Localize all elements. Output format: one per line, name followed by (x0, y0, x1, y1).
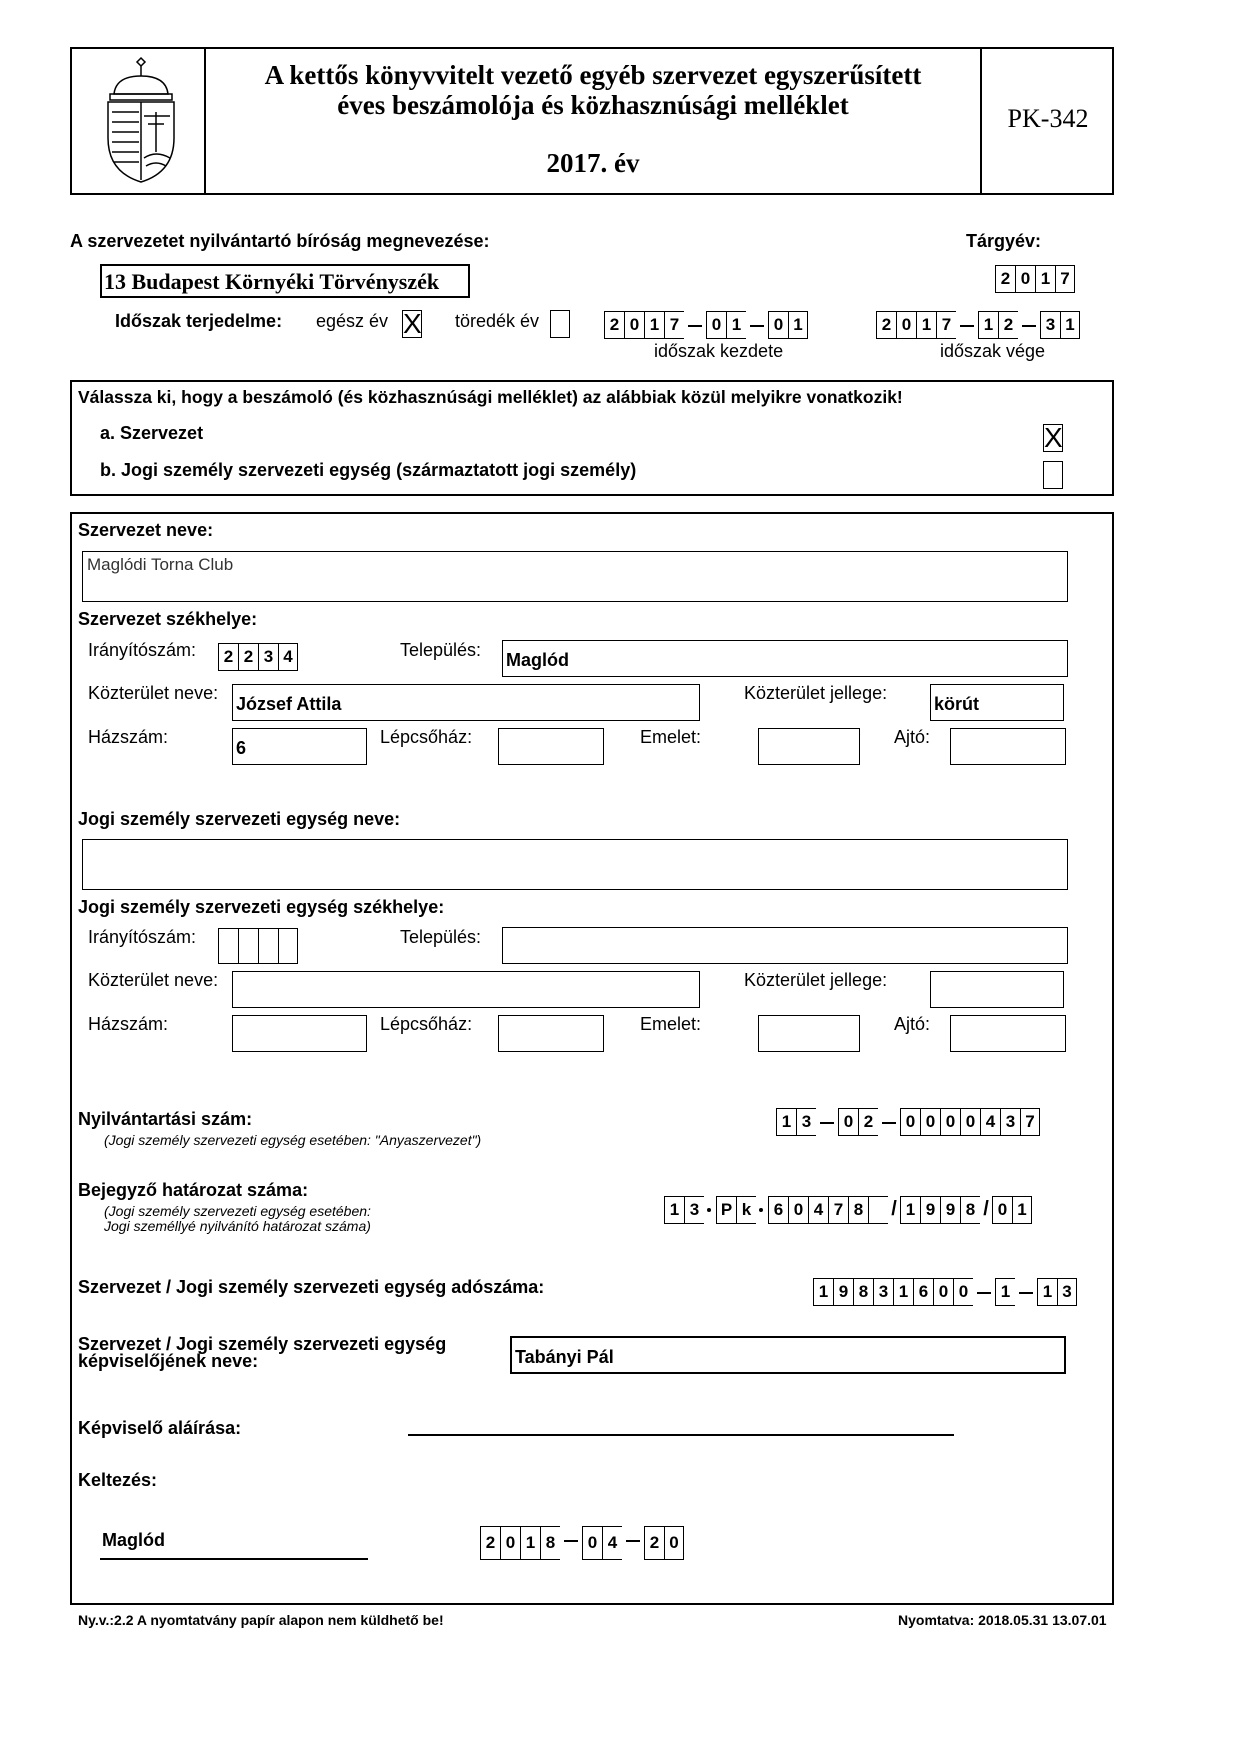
digit-cell: 8 (848, 1196, 868, 1224)
footer-right: Nyomtatva: 2018.05.31 13.07.01 (898, 1612, 1107, 1628)
digit-cell: P (716, 1196, 736, 1224)
digit-cell: 1 (1060, 311, 1080, 339)
digit-cell: 8 (853, 1278, 873, 1306)
digit-cell: 0 (992, 1196, 1012, 1224)
decision-separator (704, 1196, 716, 1224)
digit-cell: 8 (960, 1196, 980, 1224)
signature-label: Képviselő aláírása: (78, 1418, 242, 1438)
unit-city-field[interactable] (502, 927, 1068, 964)
org-house-value: 6 (236, 738, 247, 758)
digit-cell: 0 (500, 1526, 520, 1560)
digit-cell: 1 (978, 311, 998, 339)
digit-cell: 1 (726, 311, 746, 339)
dating-place[interactable]: Maglód (102, 1530, 165, 1550)
digit-cell: 1 (1035, 265, 1055, 293)
period-start-label: időszak kezdete (654, 341, 784, 361)
digit-cell: 1 (893, 1278, 913, 1306)
decision-label: Bejegyző határozat száma: (78, 1180, 309, 1200)
court-value: 13 Budapest Környéki Törvényszék (104, 269, 440, 294)
digit-cell: 4 (602, 1526, 622, 1560)
digit-cell: 2 (480, 1526, 500, 1560)
digit-cell (218, 928, 238, 964)
digit-cell: 4 (808, 1196, 828, 1224)
org-stair-field[interactable] (498, 728, 604, 765)
digit-cell: 7 (936, 311, 956, 339)
digit-cell: 0 (624, 311, 644, 339)
whole-year-label: egész év (316, 311, 389, 331)
digit-cell: 3 (1040, 311, 1060, 339)
digit-cell: 7 (1055, 265, 1075, 293)
tax-separator (1015, 1278, 1037, 1306)
unit-city-label: Település: (400, 927, 482, 947)
date-separator (560, 1526, 582, 1560)
unit-house-label: Házszám: (88, 1014, 169, 1034)
scope-option-b-checkbox[interactable] (1043, 461, 1063, 489)
digit-cell: 2 (238, 643, 258, 671)
digit-cell: 7 (828, 1196, 848, 1224)
org-city-field[interactable] (502, 640, 1068, 677)
registration-cells[interactable] (776, 1108, 1040, 1136)
footer-left: Ny.v.:2.2 A nyomtatvány papír alapon nem küldhető be! (78, 1612, 444, 1628)
period-end-label: időszak vége (940, 341, 1046, 361)
unit-zip-cells[interactable] (218, 928, 298, 964)
org-city-value: Maglód (506, 650, 569, 670)
date-separator (956, 311, 978, 339)
org-street-type-value: körút (934, 694, 979, 714)
target-year-label: Tárgyév: (966, 231, 1042, 251)
digit-cell: 0 (933, 1278, 953, 1306)
digit-cell: 2 (876, 311, 896, 339)
digit-cell: 2 (644, 1526, 664, 1560)
digit-cell: 3 (684, 1196, 704, 1224)
digit-cell: k (736, 1196, 756, 1224)
digit-cell: 1 (1037, 1278, 1057, 1306)
unit-floor-label: Emelet: (640, 1014, 702, 1034)
digit-cell: 3 (873, 1278, 893, 1306)
court-label: A szervezetet nyilvántartó bíróság megnevezése: (70, 231, 490, 251)
unit-seat-label: Jogi személy szervezeti egység székhelye: (78, 897, 445, 917)
rep-label-line2: képviselőjének neve: (78, 1351, 259, 1371)
form-title-line2: éves beszámolója és közhasznúsági melléklet (337, 90, 849, 120)
date-separator (746, 311, 768, 339)
org-street-type-label: Közterület jellege: (744, 683, 888, 703)
org-house-field[interactable] (232, 728, 367, 765)
org-street-value: József Attila (236, 694, 342, 714)
dating-place-line (100, 1558, 368, 1560)
unit-floor-field[interactable] (758, 1015, 860, 1052)
digit-cell: 0 (896, 311, 916, 339)
org-city-label: Település: (400, 640, 482, 660)
digit-cell: 4 (278, 643, 298, 671)
unit-stair-label: Lépcsőház: (380, 1014, 473, 1034)
digit-cell: 0 (706, 311, 726, 339)
partial-year-label: töredék év (455, 311, 540, 331)
org-name-label: Szervezet neve: (78, 520, 214, 540)
digit-cell: 0 (920, 1108, 940, 1136)
unit-street-label: Közterület neve: (88, 970, 219, 990)
registration-label: Nyilvántartási szám: (78, 1109, 253, 1129)
digit-cell: 3 (1000, 1108, 1020, 1136)
unit-street-field[interactable] (232, 971, 700, 1008)
digit-cell: 0 (768, 311, 788, 339)
org-house-label: Házszám: (88, 727, 169, 747)
dating-date-cells[interactable] (480, 1526, 684, 1560)
tax-separator (973, 1278, 995, 1306)
digit-cell: 9 (940, 1196, 960, 1224)
digit-cell: 9 (920, 1196, 940, 1224)
scope-question: Válassza ki, hogy a beszámoló (és közhasznúsági melléklet) az alábbiak közül melyikre vonatkozik! (78, 387, 903, 407)
digit-cell: 1 (788, 311, 808, 339)
digit-cell (238, 928, 258, 964)
digit-cell: 3 (258, 643, 278, 671)
digit-cell: 6 (768, 1196, 788, 1224)
target-year-cells[interactable] (995, 265, 1075, 293)
digit-cell: 3 (1057, 1278, 1077, 1306)
digit-cell: 2 (995, 265, 1015, 293)
date-separator (684, 311, 706, 339)
digit-cell (868, 1196, 888, 1224)
unit-name-field[interactable] (82, 839, 1068, 890)
decision-separator: / (983, 1198, 989, 1220)
digit-cell: 0 (788, 1196, 808, 1224)
unit-door-label: Ajtó: (894, 1014, 931, 1034)
org-zip-label: Irányítószám: (88, 640, 197, 660)
org-floor-field[interactable] (758, 728, 860, 765)
decision-separator (756, 1196, 768, 1224)
org-zip-cells[interactable] (218, 643, 298, 671)
digit-cell: 2 (858, 1108, 878, 1136)
dating-label: Keltezés: (78, 1470, 158, 1490)
digit-cell: 0 (838, 1108, 858, 1136)
registration-separator (878, 1108, 900, 1136)
digit-cell: 3 (796, 1108, 816, 1136)
digit-cell (258, 928, 278, 964)
org-street-field[interactable] (232, 684, 700, 721)
partial-year-checkbox[interactable] (550, 310, 570, 338)
org-stair-label: Lépcsőház: (380, 727, 473, 747)
org-door-field[interactable] (950, 728, 1066, 765)
org-street-label: Közterület neve: (88, 683, 219, 703)
digit-cell: 1 (520, 1526, 540, 1560)
digit-cell: 0 (960, 1108, 980, 1136)
digit-cell: 8 (540, 1526, 560, 1560)
period-label: Időszak terjedelme: (115, 311, 283, 331)
digit-cell: 9 (833, 1278, 853, 1306)
scope-option-a-checkbox[interactable]: X (1044, 422, 1063, 453)
rep-name-value: Tabányi Pál (515, 1347, 614, 1367)
tax-cells[interactable] (813, 1278, 1077, 1306)
digit-cell: 6 (913, 1278, 933, 1306)
signature-line[interactable] (408, 1434, 954, 1436)
digit-cell: 0 (664, 1526, 684, 1560)
rep-name-field[interactable] (510, 1336, 1066, 1374)
registration-note: (Jogi személy szervezeti egység esetében: "Anyaszervezet") (104, 1132, 482, 1148)
digit-cell: 1 (1012, 1196, 1032, 1224)
org-seat-label: Szervezet székhelye: (78, 609, 258, 629)
org-floor-label: Emelet: (640, 727, 702, 747)
digit-cell: 0 (940, 1108, 960, 1136)
unit-street-type-label: Közterület jellege: (744, 970, 888, 990)
digit-cell: 1 (644, 311, 664, 339)
digit-cell: 0 (582, 1526, 602, 1560)
date-separator (1018, 311, 1040, 339)
coat-of-arms-icon (96, 54, 186, 186)
org-name-value: Maglódi Torna Club (87, 555, 234, 574)
decision-note-2: Jogi személlyé nyilvánító határozat száma) (104, 1218, 371, 1234)
digit-cell: 2 (604, 311, 624, 339)
digit-cell: 1 (995, 1278, 1015, 1306)
digit-cell: 2 (998, 311, 1018, 339)
period-start-cells[interactable] (604, 311, 808, 339)
scope-option-b: b. Jogi személy szervezeti egység (származtatott jogi személy) (100, 460, 637, 480)
digit-cell: 0 (1015, 265, 1035, 293)
date-separator (622, 1526, 644, 1560)
org-name-field[interactable] (82, 551, 1068, 602)
digit-cell: 1 (813, 1278, 833, 1306)
unit-stair-field[interactable] (498, 1015, 604, 1052)
unit-street-type-field[interactable] (930, 971, 1064, 1008)
registration-separator (816, 1108, 838, 1136)
digit-cell: 2 (218, 643, 238, 671)
digit-cell: 1 (776, 1108, 796, 1136)
rep-label-line1: Szervezet / Jogi személy szervezeti egység (78, 1334, 447, 1354)
digit-cell: 7 (664, 311, 684, 339)
org-street-type-field[interactable] (930, 684, 1064, 721)
tax-label: Szervezet / Jogi személy szervezeti egység adószáma: (78, 1277, 545, 1297)
period-end-cells[interactable] (876, 311, 1080, 339)
org-door-label: Ajtó: (894, 727, 931, 747)
digit-cell: 4 (980, 1108, 1000, 1136)
unit-door-field[interactable] (950, 1015, 1066, 1052)
decision-separator: / (891, 1198, 897, 1220)
digit-cell: 1 (664, 1196, 684, 1224)
digit-cell: 7 (1020, 1108, 1040, 1136)
digit-cell: 1 (916, 311, 936, 339)
unit-name-label: Jogi személy szervezeti egység neve: (78, 809, 401, 829)
whole-year-checkbox[interactable]: X (403, 308, 422, 339)
form-code: PK-342 (1007, 104, 1089, 133)
unit-house-field[interactable] (232, 1015, 367, 1052)
form-year: 2017. év (546, 148, 640, 178)
digit-cell: 0 (900, 1108, 920, 1136)
scope-option-a: a. Szervezet (100, 423, 204, 443)
unit-zip-label: Irányítószám: (88, 927, 197, 947)
digit-cell: 0 (953, 1278, 973, 1306)
digit-cell: 1 (900, 1196, 920, 1224)
digit-cell (278, 928, 298, 964)
court-field[interactable] (100, 264, 470, 298)
decision-cells[interactable] (664, 1196, 1032, 1224)
decision-note-1: (Jogi személy szervezeti egység esetében: (104, 1203, 371, 1219)
form-title-line1: A kettős könyvvitelt vezető egyéb szervezet egyszerűsített (264, 60, 922, 90)
